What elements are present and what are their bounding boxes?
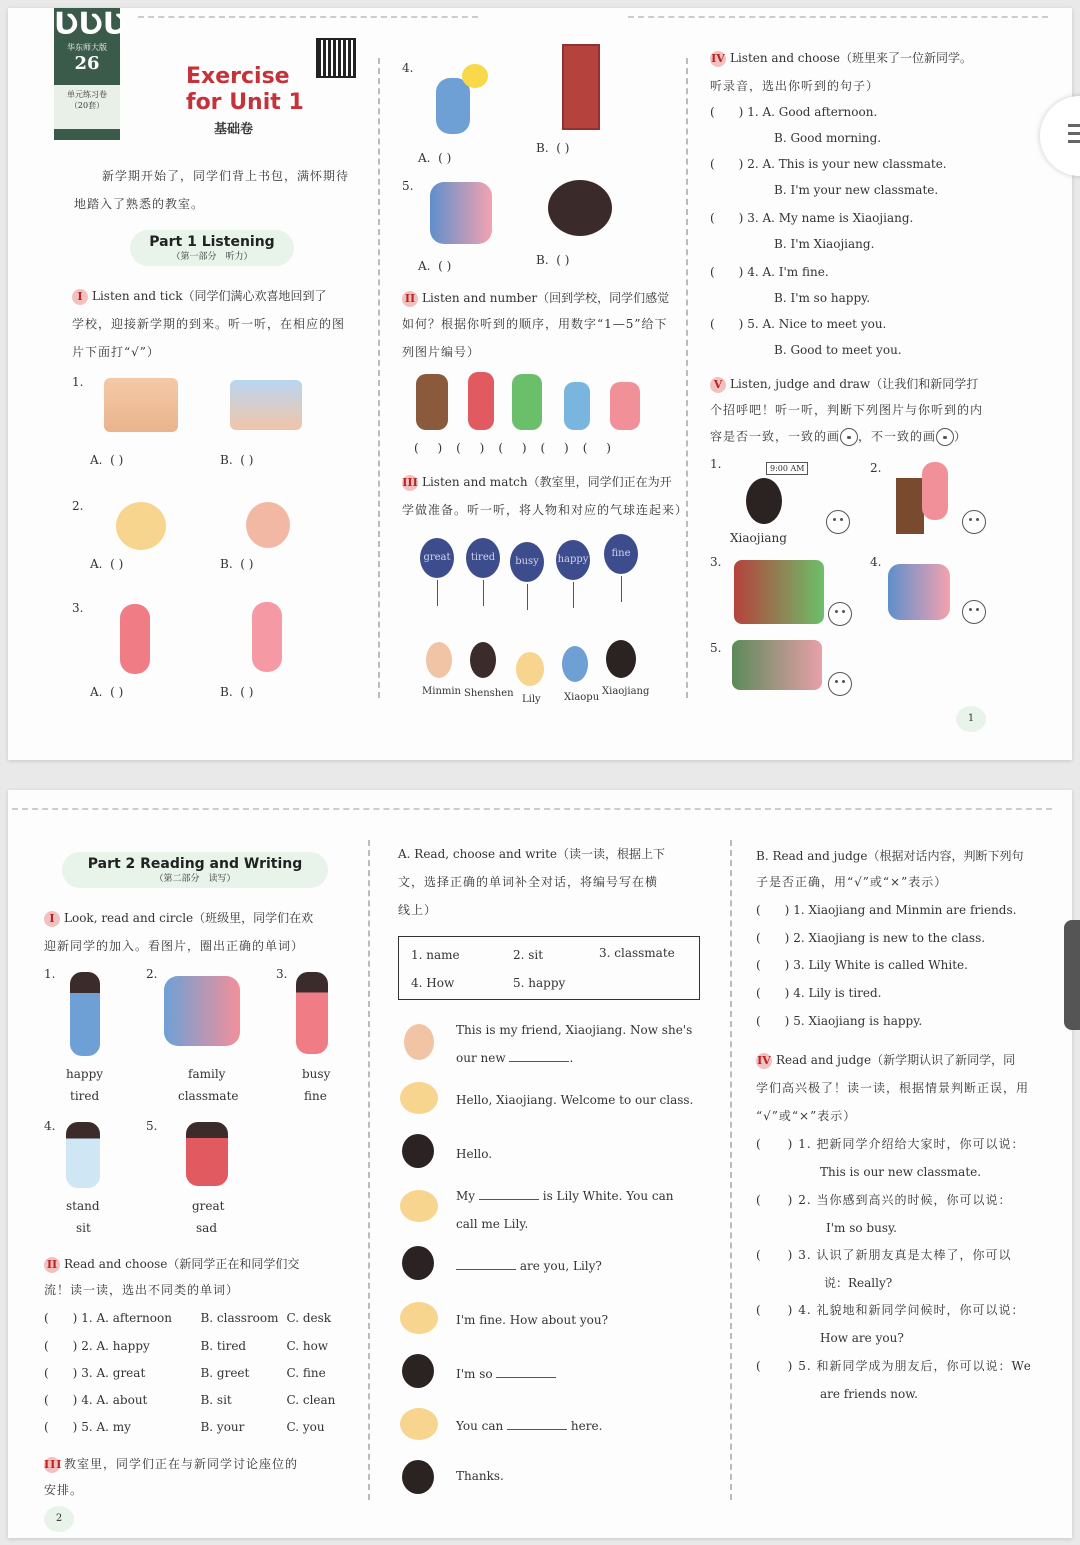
xiaojiang-avatar	[402, 1246, 434, 1280]
circle-q4-number: 4.	[44, 1119, 56, 1133]
basic-paper-label: 基础卷	[214, 122, 254, 137]
two-classmates-picture	[164, 976, 240, 1046]
balloon-string	[527, 584, 528, 610]
p2-sec4-text-3: “√”或“×”表示）	[756, 1109, 857, 1123]
cover-sub1: 单元练习卷	[67, 90, 107, 99]
name-xiaojiang: Xiaojiang	[602, 686, 650, 697]
balloon-happy[interactable]: happy	[556, 540, 590, 580]
dialogue-line-5: are you, Lily?	[456, 1258, 602, 1274]
dialogue-line-3: Hello.	[456, 1147, 493, 1161]
shenshen-portrait[interactable]	[470, 642, 496, 678]
scene-item-3[interactable]: ( ) 3. 认识了新朋友真是太棒了，你可以	[756, 1248, 1012, 1262]
page-number-badge: 1	[956, 706, 986, 732]
chair-picture	[896, 478, 924, 534]
kids-greeting-picture	[888, 564, 950, 620]
roman-numeral: III	[402, 476, 418, 489]
answer-face-3[interactable]	[828, 602, 852, 626]
choose-item-2[interactable]: ( ) 2. A. happy B. tired C. how	[44, 1339, 329, 1353]
p2-sec2-text-2: 流！读一读，选出不同类的单词）	[44, 1283, 240, 1297]
cover-sub2: （20套）	[69, 101, 105, 110]
p2-sec4-heading	[756, 1052, 1015, 1069]
dialogue-line-7: I'm so	[456, 1366, 556, 1382]
dialogue-line-2: Hello, Xiaojiang. Welcome to our class.	[456, 1093, 694, 1107]
page-number-badge: 2	[44, 1506, 74, 1532]
lily-avatar	[400, 1302, 438, 1334]
scene-item-1-answer: This is our new classmate.	[820, 1165, 982, 1179]
girl-red-dress-picture	[468, 372, 494, 430]
intro-line-1: 新学期开始了，同学们背上书包，满怀期待	[102, 169, 350, 183]
p2-sec1-heading	[44, 910, 313, 927]
name-shenshen: Shenshen	[464, 688, 514, 699]
sec1-heading	[72, 288, 326, 305]
girl-tired-picture	[610, 382, 640, 430]
cart-picture	[734, 560, 824, 624]
lily-portrait[interactable]	[516, 652, 544, 686]
circle-q4-word2[interactable]: sit	[76, 1221, 91, 1235]
xiaojiang-portrait[interactable]	[606, 640, 636, 678]
judge-q1-number: 1.	[710, 457, 722, 471]
scene-item-5[interactable]: ( ) 5. 和新同学成为朋友后，你可以说：We	[756, 1359, 1032, 1373]
friends-picture-b	[230, 380, 302, 430]
sec2-text-2: 如何？根据你听到的顺序，用数字“1—5”给下	[402, 317, 668, 331]
choose-item-4[interactable]: ( ) 4. A. about B. sit C. clean	[44, 1393, 336, 1407]
scrollbar-handle[interactable]	[1064, 920, 1080, 1030]
girl-standing-picture	[252, 602, 282, 672]
roman-numeral: III	[44, 1458, 63, 1471]
listen-item-4-b: B. I'm so happy.	[774, 291, 871, 305]
p2-sec3-heading	[44, 1456, 298, 1473]
sec2-text-1: Listen and number（回到学校，同学们感觉	[422, 291, 670, 305]
listen-item-2-b: B. I'm your new classmate.	[774, 183, 939, 197]
judge-q4-number: 4.	[870, 555, 882, 569]
xiaojiang-avatar	[402, 1354, 434, 1388]
q3-opt-b: B. ( )	[220, 685, 254, 699]
judge-item-1[interactable]: ( ) 1. Xiaojiang and Minmin are friends.	[756, 903, 1017, 917]
circle-q1-word2[interactable]: tired	[70, 1089, 100, 1103]
circle-q1-number: 1.	[44, 967, 56, 981]
clock-label: 9:00 AM	[766, 462, 808, 475]
part2-banner	[62, 852, 328, 888]
word-bank-item-1: 1. name	[411, 948, 460, 962]
dialogue-line-4: My is Lily White. You can	[456, 1189, 674, 1203]
number-blanks: ( ) ( ) ( ) ( ) ( )	[414, 441, 612, 455]
top-dash-divider	[12, 808, 1052, 810]
q5-number: 5.	[402, 179, 414, 193]
part1-title: Part 1 Listening	[149, 234, 275, 250]
balloon-fine[interactable]: fine	[604, 534, 638, 574]
girl-with-books-picture	[120, 604, 150, 674]
girl-with-books-picture	[296, 972, 328, 1054]
scene-item-1[interactable]: ( ) 1. 把新同学介绍给大家时，你可以说：	[756, 1137, 1025, 1151]
dialogue-line-1: This is my friend, Xiaojiang. Now she's	[456, 1023, 693, 1037]
q2-opt-b: B. ( )	[220, 557, 254, 571]
circle-q2-word2[interactable]: classmate	[178, 1089, 239, 1103]
minmin-avatar	[404, 1024, 434, 1060]
listen-item-3[interactable]: ( ) 3. A. My name is Xiaojiang.	[710, 211, 914, 225]
name-lily: Lily	[522, 694, 541, 705]
minmin-portrait[interactable]	[426, 642, 452, 678]
listen-item-4[interactable]: ( ) 4. A. I'm fine.	[710, 265, 829, 279]
q4-opt-b: B. ( )	[536, 141, 570, 155]
thought-bubble-icon	[462, 64, 488, 88]
choose-item-3[interactable]: ( ) 3. A. great B. greet C. fine	[44, 1366, 326, 1380]
column-divider	[686, 58, 688, 698]
word-bank-item-2: 2. sit	[513, 948, 544, 962]
balloon-string	[483, 580, 484, 606]
scene-item-4-answer: How are you?	[820, 1331, 904, 1345]
roman-numeral: I	[44, 911, 60, 927]
listen-item-1-b: B. Good morning.	[774, 131, 882, 145]
xiaojiang-avatar	[402, 1134, 434, 1168]
girl-by-chair-picture	[922, 462, 948, 520]
sec3-text-2: 学做准备。听一听，将人物和对应的气球连起来）	[402, 503, 689, 517]
secA-text-2: 文，选择正确的单词补全对话，将编号写在横	[398, 875, 659, 889]
circle-q2-word1[interactable]: family	[188, 1067, 226, 1081]
judge-q2-number: 2.	[870, 461, 882, 475]
classroom-door-picture	[562, 44, 600, 130]
sec2-heading	[402, 290, 669, 307]
choose-item-1[interactable]: ( ) 1. A. afternoon B. classroom C. desk	[44, 1311, 332, 1325]
scene-item-5-answer: are friends now.	[820, 1387, 918, 1401]
girl-cheering-picture	[186, 1122, 228, 1186]
answer-blank[interactable]	[479, 1189, 539, 1200]
girl-upset-picture	[246, 502, 290, 548]
roman-numeral: I	[72, 289, 88, 305]
judge-q5-number: 5.	[710, 641, 722, 655]
part1-banner	[130, 230, 294, 266]
sec5-text-2: 个招呼吧！听一听，判断下列图片与你听到的内	[710, 403, 984, 417]
judge-item-5[interactable]: ( ) 5. Xiaojiang is happy.	[756, 1014, 923, 1028]
lily-avatar	[400, 1408, 438, 1440]
sec3-heading	[402, 474, 672, 491]
q1-opt-b: B. ( )	[220, 453, 254, 467]
dialogue-line-4b: call me Lily.	[456, 1217, 529, 1231]
balloon-busy[interactable]: busy	[510, 542, 544, 582]
q4-opt-a: A. ( )	[418, 151, 452, 165]
boy-thinking-picture	[436, 78, 470, 134]
p2-sec2-heading	[44, 1256, 299, 1273]
roman-numeral: IV	[757, 1054, 771, 1067]
balloon-string	[437, 580, 438, 606]
roman-numeral: IV	[711, 52, 725, 65]
listen-item-3-b: B. I'm Xiaojiang.	[774, 237, 875, 251]
roman-numeral: V	[710, 377, 726, 393]
q3-number: 3.	[72, 601, 84, 615]
judge-item-4[interactable]: ( ) 4. Lily is tired.	[756, 986, 882, 1000]
answer-face-4[interactable]	[962, 600, 986, 624]
exercise-title: Exercise	[186, 64, 290, 89]
word-bank-box	[398, 936, 700, 1000]
balloon-tired[interactable]: tired	[466, 538, 500, 578]
boy-picture	[70, 972, 100, 1056]
p2-sec1-text-1: Look, read and circle（班级里，同学们在欢	[64, 911, 314, 925]
p2-sec4-text-2: 学们高兴极了！读一读，根据情景判断正误，用	[756, 1081, 1030, 1095]
answer-blank[interactable]	[507, 1419, 567, 1430]
scene-item-4[interactable]: ( ) 4. 礼貌地和新同学问候时，你可以说：	[756, 1303, 1025, 1317]
workbook-page-2	[8, 790, 1072, 1538]
p2-sec1-text-2: 迎新同学的加入。看图片，圈出正确的单词）	[44, 939, 305, 953]
boy-stretching-picture	[512, 374, 542, 430]
listen-item-5-b: B. Good to meet you.	[774, 343, 902, 357]
circle-q5-word1[interactable]: great	[192, 1199, 225, 1213]
word-bank-item-3: 3. classmate	[599, 946, 675, 960]
word-bank-item-5: 5. happy	[513, 976, 566, 990]
q5-opt-a: A. ( )	[418, 259, 452, 273]
column-divider	[378, 58, 380, 698]
balloon-great[interactable]: great	[420, 538, 454, 578]
answer-blank[interactable]	[456, 1259, 516, 1270]
sec2-text-3: 列图片编号）	[402, 345, 481, 359]
sad-face-icon	[936, 428, 954, 446]
kids-playing-picture	[732, 640, 822, 690]
intro-line-2: 地踏入了熟悉的教室。	[74, 197, 205, 211]
answer-blank[interactable]	[509, 1051, 569, 1062]
series-cover-tag	[54, 7, 128, 140]
circle-q5-number: 5.	[146, 1119, 158, 1133]
circle-q4-word1[interactable]: stand	[66, 1199, 100, 1213]
choose-item-5[interactable]: ( ) 5. A. my B. your C. you	[44, 1420, 325, 1434]
cover-brand: 华东师大版	[67, 43, 107, 52]
dialogue-line-1b: our new .	[456, 1051, 574, 1065]
workbook-page-1	[8, 8, 1072, 760]
secB-text-1: B. Read and judge（根据对话内容，判断下列句	[756, 849, 1024, 863]
listen-item-1[interactable]: ( ) 1. A. Good afternoon.	[710, 105, 878, 119]
sec5-text-1: Listen, judge and draw（让我们和新同学打	[730, 377, 979, 391]
scene-item-2-answer: I'm so busy.	[826, 1221, 897, 1235]
part2-subtitle: （第二部分 读写）	[154, 874, 236, 884]
q1-opt-a: A. ( )	[90, 453, 124, 467]
q2-opt-a: A. ( )	[90, 557, 124, 571]
xiaojiang-avatar	[402, 1460, 434, 1494]
dialogue-line-6: I'm fine. How about you?	[456, 1313, 609, 1327]
roman-numeral: II	[44, 1257, 60, 1273]
scene-item-2[interactable]: ( ) 2. 当你感到高兴的时候，你可以说：	[756, 1193, 1012, 1207]
sec5-heading	[710, 376, 978, 393]
circle-q1-word1[interactable]: happy	[66, 1067, 104, 1081]
part2-title: Part 2 Reading and Writing	[87, 856, 303, 872]
lily-avatar	[400, 1082, 438, 1114]
smiley-face-icon	[840, 428, 858, 446]
cover-number: 26	[74, 53, 100, 74]
sec1-text-2: 学校，迎接新学期的到来。听一听，在相应的图	[72, 317, 346, 331]
judge-item-2[interactable]: ( ) 2. Xiaojiang is new to the class.	[756, 931, 986, 945]
answer-face-2[interactable]	[962, 510, 986, 534]
word-bank-item-4: 4. How	[411, 976, 455, 990]
q1-number: 1.	[72, 375, 84, 389]
p2-sec4-text-1: Read and judge（新学期认识了新同学，同	[776, 1053, 1016, 1067]
sec4-text-2: 听录音，选出你听到的句子）	[710, 79, 880, 93]
mother-daughter-picture	[548, 180, 612, 236]
lily-avatar	[400, 1190, 438, 1222]
column-divider	[368, 840, 370, 1500]
two-kids-picture	[430, 182, 492, 244]
cover-logo: ƲƲƲ	[54, 7, 128, 42]
qr-code-icon[interactable]	[316, 38, 356, 78]
kid-sitting-picture	[416, 374, 448, 430]
sec3-text-1: Listen and match（教室里，同学们正在为开	[422, 475, 672, 489]
xiaojiang-waving-picture	[746, 478, 782, 524]
q4-number: 4.	[402, 61, 414, 75]
p2-sec3-text-2: 安排。	[44, 1483, 84, 1497]
balloon-string	[621, 576, 622, 602]
answer-blank[interactable]	[496, 1367, 556, 1378]
dialogue-line-9: Thanks.	[456, 1469, 504, 1483]
secA-text-3: 线上）	[398, 903, 438, 917]
circle-q2-number: 2.	[146, 967, 158, 981]
dialogue-line-8: You can here.	[456, 1419, 603, 1433]
sec4-text-1: Listen and choose（班里来了一位新同学。	[730, 51, 972, 65]
circle-q5-word2[interactable]: sad	[196, 1221, 217, 1235]
sec5-text-3: 容是否一致，一致的画 ，不一致的画 ）	[710, 428, 967, 446]
q5-opt-b: B. ( )	[536, 253, 570, 267]
top-dash-divider	[628, 16, 1048, 18]
roman-numeral: II	[402, 291, 418, 307]
sec1-text-3: 片下面打“√”）	[72, 345, 160, 359]
sec1-text-1: Listen and tick（同学们满心欢喜地回到了	[92, 289, 327, 303]
girl-sitting-picture	[66, 1122, 100, 1188]
girl-happy-picture	[116, 502, 166, 550]
top-dash-divider	[138, 16, 478, 18]
p2-sec2-text-1: Read and choose（新同学正在和同学们交	[64, 1257, 300, 1271]
judge-q3-number: 3.	[710, 555, 722, 569]
part1-subtitle: （第一部分 听力）	[171, 252, 253, 262]
listen-item-5[interactable]: ( ) 5. A. Nice to meet you.	[710, 317, 887, 331]
circle-q3-number: 3.	[276, 967, 288, 981]
answer-face-5[interactable]	[828, 672, 852, 696]
judge-item-3[interactable]: ( ) 3. Lily White is called White.	[756, 958, 968, 972]
column-divider	[730, 840, 732, 1500]
circle-q3-word1[interactable]: busy	[302, 1067, 331, 1081]
q2-number: 2.	[72, 499, 84, 513]
listen-item-2[interactable]: ( ) 2. A. This is your new classmate.	[710, 157, 947, 171]
circle-q3-word2[interactable]: fine	[304, 1089, 327, 1103]
xiaopu-portrait[interactable]	[562, 646, 588, 682]
secA-text-1: A. Read, choose and write（读一读，根据上下	[398, 847, 666, 861]
name-xiaopu: Xiaopu	[564, 692, 600, 703]
xiaojiang-label: Xiaojiang	[730, 531, 787, 545]
name-minmin: Minmin	[422, 686, 461, 697]
sec4-heading	[710, 50, 972, 67]
answer-face-1[interactable]	[826, 510, 850, 534]
unit-title: for Unit 1	[186, 90, 304, 115]
secB-text-2: 子是否正确，用“√”或“×”表示）	[756, 875, 948, 889]
balloon-string	[573, 582, 574, 608]
q3-opt-a: A. ( )	[90, 685, 124, 699]
p2-sec3-text-1: 教室里，同学们正在与新同学讨论座位的	[64, 1457, 299, 1471]
boy-running-picture	[564, 382, 590, 430]
family-picture-a	[104, 378, 178, 432]
scene-item-3-answer: 说：Really?	[824, 1276, 893, 1290]
